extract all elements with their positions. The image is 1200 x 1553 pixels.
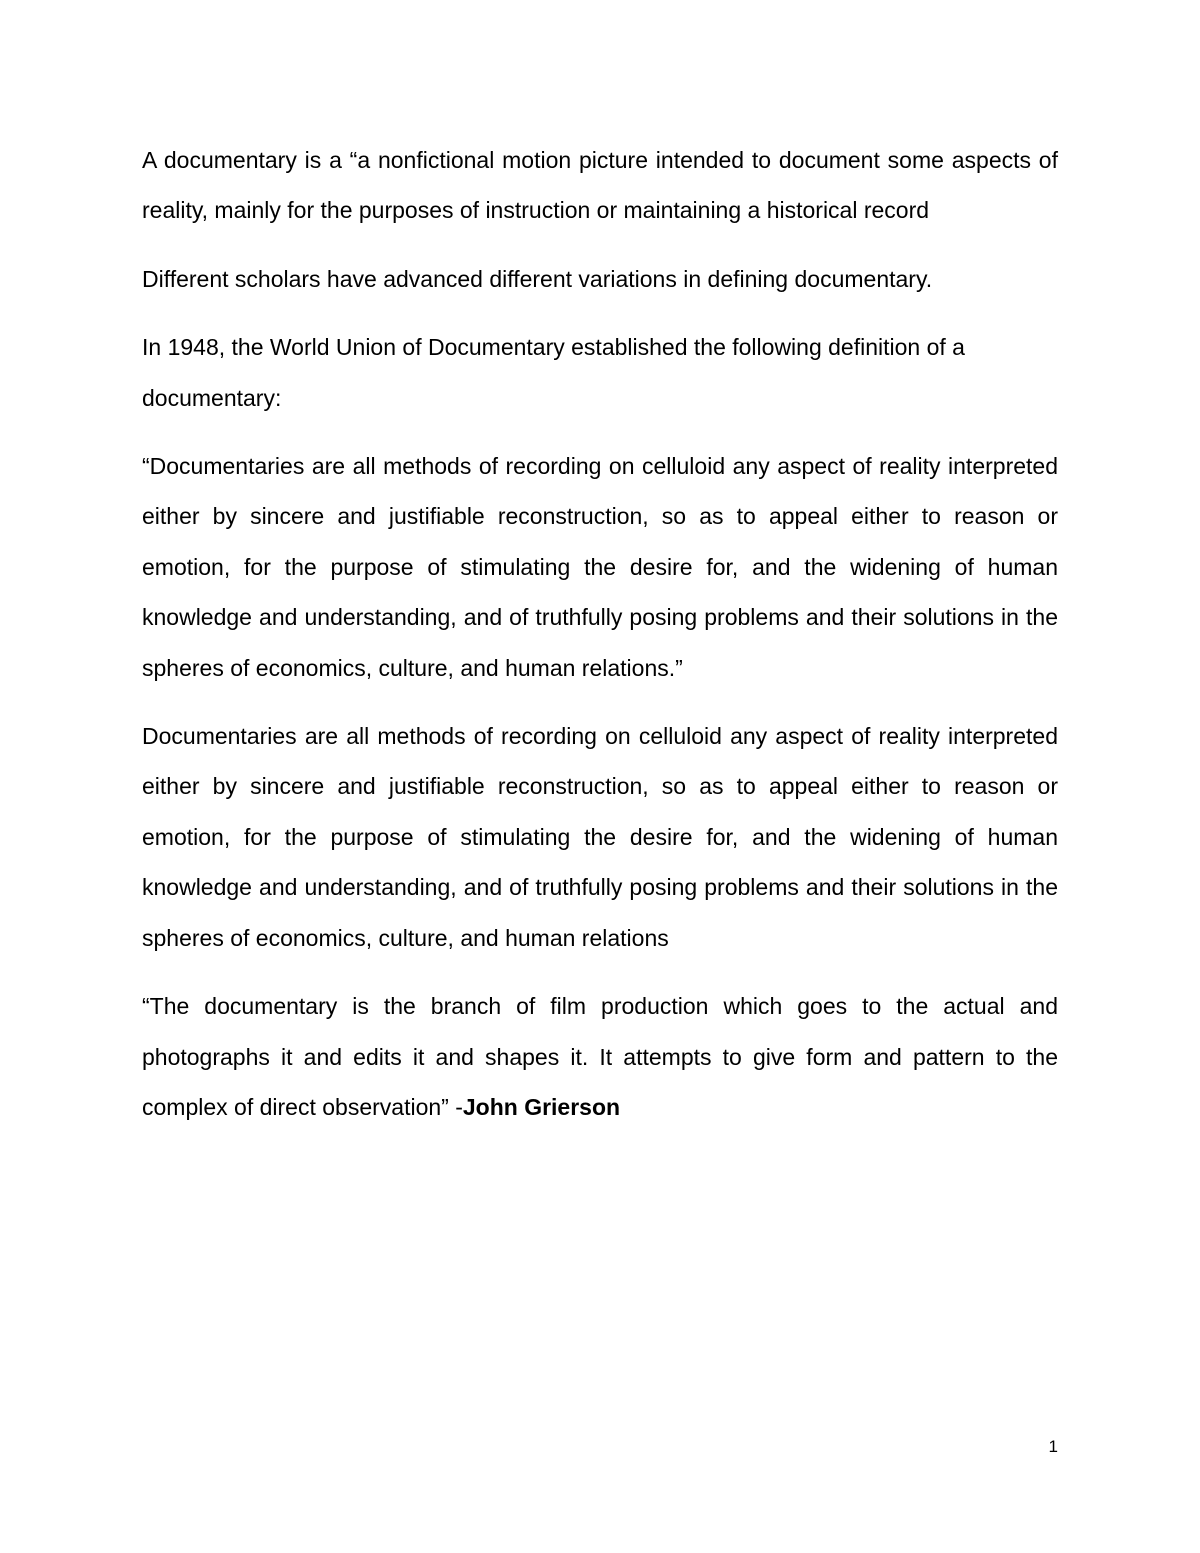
quote-text: “The documentary is the branch of film production which goes to the actual and photographs it and edits it and shapes it. It attempts to give form and pattern to the complex of direct observation” - [142,993,1058,1120]
paragraph-scholars: Different scholars have advanced different variations in defining documentary. [142,265,933,292]
paragraph-definition: A documentary is a “a nonfictional motion picture intended to document some aspects of reality, mainly for the purposes of instruction or maintaining a historical record [142,147,1058,224]
document-body [142,135,1058,1150]
paragraph-definition-repeat: Documentaries are all methods of recording on celluloid any aspect of reality interpreted either by sincere and justifiable reconstruction, so as to appeal either to reason or emotion, for the purpose of stimulating the desire for, and the widening of human knowledge and understanding, and of truthfully posing problems and their solutions in the spheres of economics, culture, and human relations [142,723,1058,951]
paragraph-world-union: In 1948, the World Union of Documentary established the following definition of a documentary: [142,334,965,411]
paragraph-quoted-definition: “Documentaries are all methods of recording on celluloid any aspect of reality interpreted either by sincere and justifiable reconstruction, so as to appeal either to reason or emotion, for the purpose of stimulating the desire for, and the widening of human knowledge and understanding, and of truthfully posing problems and their solutions in the spheres of economics, culture, and human relations.” [142,453,1058,681]
quote-author: John Grierson [462,1093,621,1120]
paragraph-grierson-quote [142,981,1058,1132]
page-number: 1 [1048,1437,1058,1456]
